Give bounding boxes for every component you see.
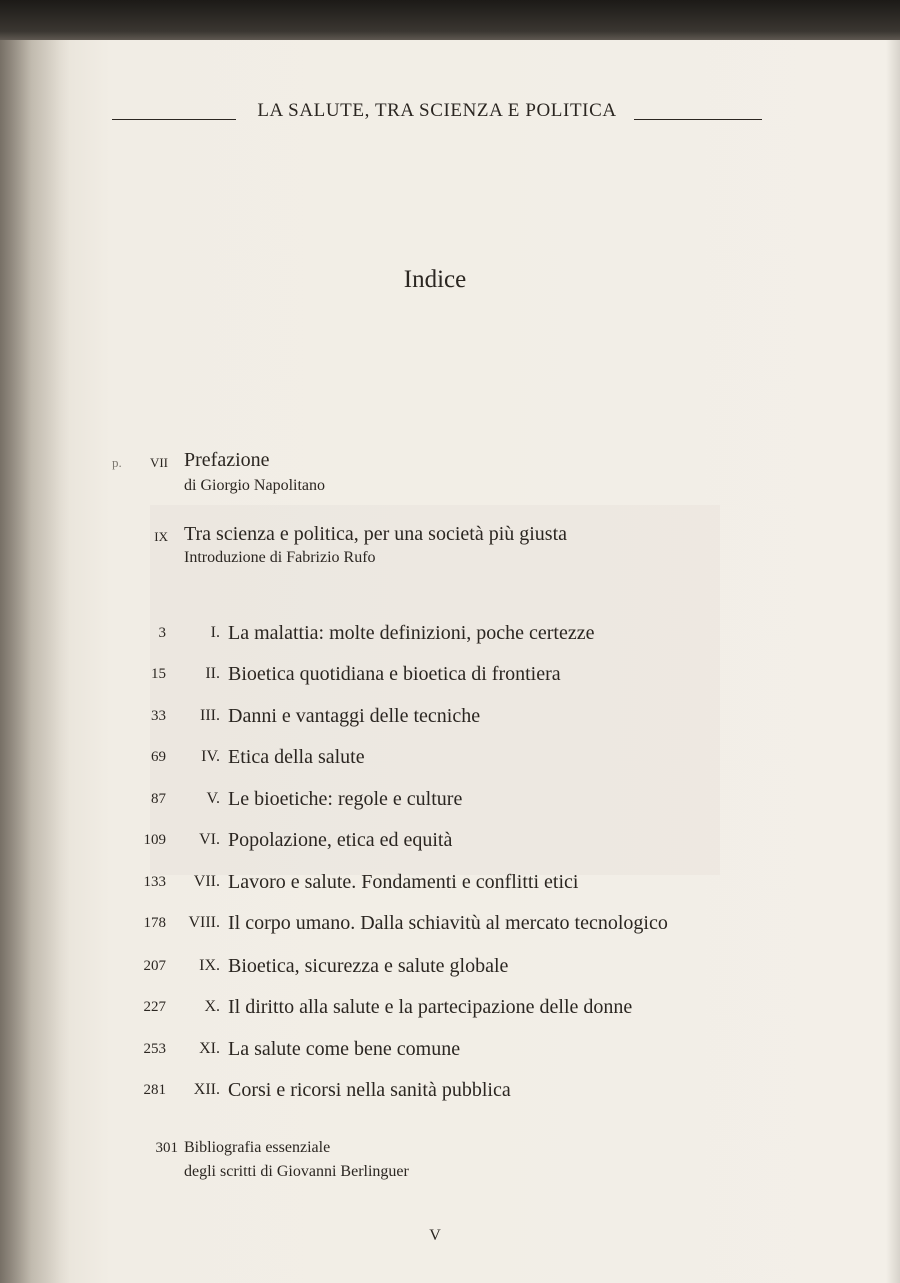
toc-chapter-title: Corsi e ricorsi nella sanità pubblica <box>228 1079 511 1101</box>
toc-chapter-title: Le bioetiche: regole e culture <box>228 788 463 810</box>
toc-chapter-number: VIII. <box>188 914 220 931</box>
toc-chapter-title: Lavoro e salute. Fondamenti e conflitti etici <box>228 871 579 893</box>
toc-page-number: 69 <box>151 749 166 765</box>
toc-page-number: 207 <box>143 958 166 974</box>
toc-entry-title: Prefazione <box>184 449 270 471</box>
page-right-edge <box>886 40 900 1283</box>
toc-page-number: 227 <box>143 999 166 1015</box>
toc-chapter-number: XII. <box>193 1081 220 1098</box>
toc-chapter-title: Etica della salute <box>228 746 365 768</box>
toc-chapter-number: I. <box>210 624 220 641</box>
running-head-rule-left <box>112 119 236 120</box>
toc-chapter-number: VII. <box>193 873 220 890</box>
spine-shadow <box>0 40 70 1283</box>
toc-chapter-title: La salute come bene comune <box>228 1038 461 1060</box>
toc-page-number: 133 <box>143 874 166 890</box>
toc-chapter-number: XI. <box>199 1040 220 1057</box>
toc-page-number: 281 <box>143 1082 166 1098</box>
toc-chapter-title: Danni e vantaggi delle tecniche <box>228 705 481 727</box>
toc-page-number: 3 <box>158 625 166 641</box>
toc-chapter-number: V. <box>206 790 220 807</box>
toc-chapter-title: Il corpo umano. Dalla schiavitù al mercato tecnologico <box>228 912 668 934</box>
page-prefix: p. <box>112 455 122 470</box>
running-head <box>112 100 762 126</box>
toc-page-number: 301 <box>155 1140 178 1156</box>
toc-chapter-number: II. <box>205 665 220 682</box>
toc-chapter-title: La malattia: molte definizioni, poche certezze <box>228 622 595 644</box>
toc-page-number: VII <box>149 455 168 470</box>
toc-chapter-number: IX. <box>199 957 220 974</box>
toc-chapter-title: Bioetica, sicurezza e salute globale <box>228 955 509 977</box>
toc-page-number: 178 <box>143 915 166 931</box>
toc-page-number: 33 <box>151 708 166 724</box>
toc-page-number: 253 <box>143 1041 166 1057</box>
toc-chapter-title: Il diritto alla salute e la partecipazione delle donne <box>228 996 633 1018</box>
toc-page-number: 87 <box>151 791 166 807</box>
toc-entry-subtitle: Introduzione di Fabrizio Rufo <box>184 549 376 566</box>
toc-chapter-number: X. <box>204 998 220 1015</box>
toc-chapter-number: VI. <box>199 831 220 848</box>
toc-entry-title: Bibliografia essenziale <box>184 1139 331 1156</box>
page-title: Indice <box>403 266 467 293</box>
toc-entry-title: Tra scienza e politica, per una società più giusta <box>184 523 568 545</box>
toc-chapter-number: III. <box>200 707 220 724</box>
toc-page-number: 109 <box>143 832 166 848</box>
running-head-rule-right <box>634 119 762 120</box>
toc-chapter-number: IV. <box>201 748 220 765</box>
toc-page-number: 15 <box>151 666 166 682</box>
toc-chapter-title: Popolazione, etica ed equità <box>228 829 453 851</box>
toc-entry-subtitle: degli scritti di Giovanni Berlinguer <box>184 1163 409 1180</box>
page-folio: V <box>429 1227 441 1244</box>
toc-chapter-title: Bioetica quotidiana e bioetica di frontiera <box>228 663 561 685</box>
running-head-text: LA SALUTE, TRA SCIENZA E POLITICA <box>257 100 617 121</box>
toc-page-number: IX <box>154 529 168 544</box>
toc-entry-subtitle: di Giorgio Napolitano <box>184 477 326 494</box>
